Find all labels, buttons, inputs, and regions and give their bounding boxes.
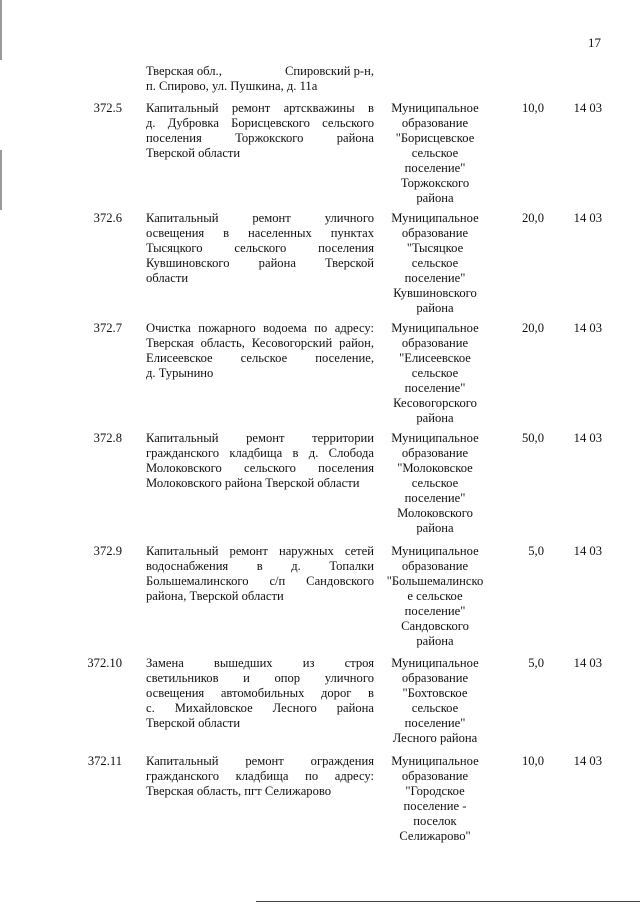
intro-settlement: п. Спирово, ул. Пушкина, д. 11а <box>146 79 318 93</box>
budget-code: 14 03 <box>573 101 602 115</box>
municipality-line: поселение" <box>404 716 466 730</box>
description-line: Молоковского района Тверской области <box>146 476 360 490</box>
amount: 10,0 <box>521 101 544 115</box>
amount: 20,0 <box>521 321 544 335</box>
intro-district: Спировский р-н, <box>284 64 374 78</box>
municipality-line: Муниципальное <box>391 544 479 558</box>
municipality-line: Торжокского <box>400 176 470 190</box>
municipality <box>380 101 490 206</box>
scan-edge-mark <box>0 150 2 210</box>
municipality-line: "Борисцевское <box>395 131 475 145</box>
budget-code: 14 03 <box>573 321 602 335</box>
municipality-line: поселение" <box>404 381 466 395</box>
item-description <box>146 656 374 731</box>
municipality-line: "Бохтовское <box>402 686 468 700</box>
municipality-line: Лесного района <box>392 731 478 745</box>
item-description <box>146 211 374 286</box>
municipality-line: Муниципальное <box>391 431 479 445</box>
description-line: Капитальный ремонт территории <box>146 431 374 445</box>
description-line: Кувшиновского района Тверской <box>146 256 374 270</box>
municipality-line: района <box>416 634 454 648</box>
municipality-line: сельское <box>411 256 459 270</box>
description-line: д. Дубровка Борисцевского сельского <box>146 116 374 130</box>
municipality-line: Селижарово" <box>399 829 471 843</box>
municipality-line: Муниципальное <box>391 211 479 225</box>
municipality-line: поселение - <box>403 799 467 813</box>
description-line: освещения автомобильных дорог в <box>146 686 374 700</box>
description-line: Тверская область, пгт Селижарово <box>146 784 332 798</box>
municipality-line: "Тысяцкое <box>406 241 464 255</box>
municipality-line: образование <box>401 769 469 783</box>
municipality-line: Молоковского <box>397 506 473 520</box>
budget-code: 14 03 <box>573 544 602 558</box>
item-description <box>146 754 374 799</box>
page-number: 17 <box>588 35 601 50</box>
budget-code: 14 03 <box>573 431 602 445</box>
description-line: района, Тверской области <box>146 589 284 603</box>
municipality-line: Кесовогорского <box>393 396 477 410</box>
municipality-line: е сельское <box>407 589 463 603</box>
description-line: водоснабжения в д. Топалки <box>146 559 374 573</box>
municipality-line: образование <box>401 446 469 460</box>
municipality-line: сельское <box>411 146 459 160</box>
description-line: д. Турынино <box>146 366 214 380</box>
description-line: Капитальный ремонт наружных сетей <box>146 544 374 558</box>
amount: 5,0 <box>528 656 544 670</box>
amount: 10,0 <box>521 754 544 768</box>
municipality <box>380 544 490 649</box>
description-line: Тверской области <box>146 146 241 160</box>
municipality-line: Кувшиновского <box>393 286 477 300</box>
intro-first-line <box>146 64 374 79</box>
description-line: Замена вышедших из строя <box>146 656 374 670</box>
municipality-line: сельское <box>411 476 459 490</box>
municipality-line: образование <box>401 336 469 350</box>
item-number: 372.6 <box>93 211 122 225</box>
municipality-line: сельское <box>411 366 459 380</box>
description-line: Капитальный ремонт ограждения <box>146 754 374 768</box>
description-line: области <box>146 271 189 285</box>
bottom-rule <box>256 901 640 902</box>
municipality-line: поселение" <box>404 604 466 618</box>
description-line: освещения в населенных пунктах <box>146 226 374 240</box>
description-line: поселения Торжокского района <box>146 131 374 145</box>
municipality <box>380 321 490 426</box>
item-description <box>146 431 374 491</box>
item-number: 372.9 <box>93 544 122 558</box>
scan-edge-mark <box>0 0 2 60</box>
item-number: 372.11 <box>87 754 122 768</box>
municipality <box>380 211 490 316</box>
municipality-line: Муниципальное <box>391 321 479 335</box>
municipality <box>380 656 490 746</box>
municipality-line: образование <box>401 671 469 685</box>
intro-region: Тверская обл., <box>146 64 222 78</box>
municipality-line: образование <box>401 226 469 240</box>
item-number: 372.10 <box>87 656 122 670</box>
budget-code: 14 03 <box>573 211 602 225</box>
item-description <box>146 321 374 381</box>
municipality-line: района <box>416 521 454 535</box>
description-line: Тверская область, Кесовогорский район, <box>146 336 374 350</box>
description-line: Капитальный ремонт уличного <box>146 211 374 225</box>
description-line: Елисеевское сельское поселение, <box>146 351 374 365</box>
intro-address-text <box>146 64 374 94</box>
description-line: светильников и опор уличного <box>146 671 374 685</box>
description-line: Тысяцкого сельского поселения <box>146 241 374 255</box>
municipality-line: Муниципальное <box>391 754 479 768</box>
municipality-line: Сандовского <box>401 619 469 633</box>
municipality-line: Муниципальное <box>391 656 479 670</box>
item-description <box>146 101 374 161</box>
municipality-line: поселение" <box>404 161 466 175</box>
description-line: Очистка пожарного водоема по адресу: <box>146 321 374 335</box>
municipality-line: образование <box>401 559 469 573</box>
description-line: Капитальный ремонт артскважины в <box>146 101 374 115</box>
municipality-line: поселение" <box>404 271 466 285</box>
amount: 5,0 <box>528 544 544 558</box>
municipality-line: поселение" <box>404 491 466 505</box>
municipality-line: района <box>416 191 454 205</box>
budget-code: 14 03 <box>573 754 602 768</box>
item-number: 372.7 <box>93 321 122 335</box>
municipality-line: "Городское <box>405 784 465 798</box>
description-line: с. Михайловское Лесного района <box>146 701 374 715</box>
description-line: Тверской области <box>146 716 241 730</box>
amount: 20,0 <box>521 211 544 225</box>
budget-code: 14 03 <box>573 656 602 670</box>
municipality-line: Муниципальное <box>391 101 479 115</box>
amount: 50,0 <box>521 431 544 445</box>
municipality <box>380 754 490 844</box>
description-line: гражданского кладбища по адресу: <box>146 769 374 783</box>
municipality <box>380 431 490 536</box>
municipality-line: "Большемалинско <box>386 574 484 588</box>
item-description <box>146 544 374 604</box>
municipality-line: образование <box>401 116 469 130</box>
municipality-line: района <box>416 411 454 425</box>
municipality-line: района <box>416 301 454 315</box>
item-number: 372.8 <box>93 431 122 445</box>
item-number: 372.5 <box>93 101 122 115</box>
municipality-line: сельское <box>411 701 459 715</box>
description-line: гражданского кладбища в д. Слобода <box>146 446 374 460</box>
municipality-line: "Елисеевское <box>399 351 471 365</box>
description-line: Молоковского сельского поселения <box>146 461 374 475</box>
description-line: Большемалинского с/п Сандовского <box>146 574 374 588</box>
municipality-line: "Молоковское <box>397 461 473 475</box>
municipality-line: поселок <box>413 814 457 828</box>
